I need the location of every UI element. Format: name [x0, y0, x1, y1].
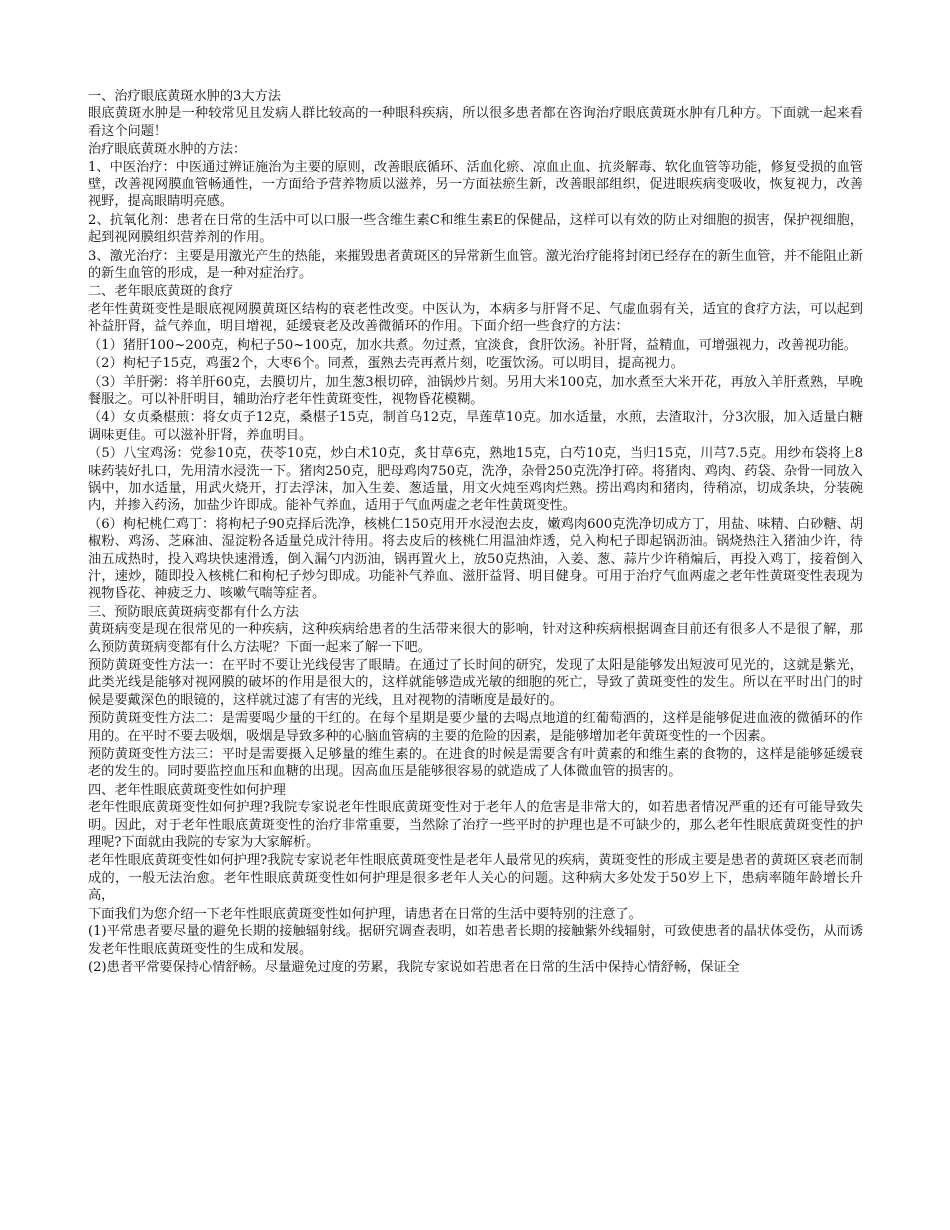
paragraph: （6）枸杞桃仁鸡丁：将枸杞子90克择后洗净，核桃仁150克用开水浸泡去皮，嫩鸡肉600克洗净切成方丁，用盐、味精、白砂糖、胡椒粉、鸡汤、芝麻油、湿淀粉各适量兑成汁待用。将去皮后的核桃仁用温油炸透，兑入枸杞子即起锅沥油。锅烧热注入猪油少许，待油五成热时，投入鸡块快速滑透，倒入漏勺内沥油，锅再置火上，放50克热油，入姜、葱、蒜片少许稍煸后，再投入鸡丁，接着倒入汁，速炒，随即投入核桃仁和枸杞子炒匀即成。功能补气养血、滋肝益肾、明目健身。可用于治疗气血两虚之老年性黄斑变性表现为视物昏花、神疲乏力、咳嗽气喘等症者。 [88, 516, 863, 602]
section-heading: 四、老年性眼底黄斑变性如何护理 [88, 782, 286, 798]
paragraph: 预防黄斑变性方法一：在平时不要让光线侵害了眼睛。在通过了长时间的研究，发现了太阳是能够发出短波可见光的，这就是紫光，此类光线是能够对视网膜的破坏的作用是很大的，这样就能够造成光敏的细胞的死亡，导致了黄斑变性的发生。所以在平时出门的时候是要戴深色的眼镜的，这样就过滤了有害的光线，且对视物的清晰度是最好的。 [88, 658, 863, 708]
paragraph: （2）枸杞子15克，鸡蛋2个，大枣6个。同煮，蛋熟去壳再煮片刻，吃蛋饮汤。可以明目，提高视力。 [88, 356, 684, 372]
paragraph: (1)平常患者要尽量的避免长期的接触辐射线。据研究调查表明，如若患者长期的接触紫外线辐射，可致使患者的晶状体受伤，从而诱发老年性眼底黄斑变性的生成和发展。 [88, 924, 863, 957]
paragraph-intro: 下面我们为您介绍一下老年性眼底黄斑变性如何护理，请患者在日常的生活中要特别的注意了。 [88, 906, 642, 922]
section-heading: 一、治疗眼底黄斑水肿的3大方法 [88, 89, 282, 104]
section-heading: 治疗眼底黄斑水肿的方法： [88, 142, 247, 158]
paragraph: 老年性眼底黄斑变性如何护理?我院专家说老年性眼底黄斑变性是老年人最常见的疾病，黄斑变性的形成主要是患者的黄斑区衰老而制成的，一般无法治愈。老年性眼底黄斑变性如何护理是很多老年人关心的问题。这种病大多处发于50岁上下，患病率随年龄增长升高， [88, 853, 863, 904]
paragraph: 眼底黄斑水肿是一种较常见且发病人群比较高的一种眼科疾病，所以很多患者都在咨询治疗眼底黄斑水肿有几种方。下面就一起来看看这个问题！ [88, 106, 863, 139]
section-heading: 二、老年眼底黄斑的食疗 [88, 284, 234, 300]
paragraph: （3）羊肝粥：将羊肝60克，去膜切片，加生葱3根切碎，油锅炒片刻。另用大米100克，加水煮至大米开花，再放入羊肝煮熟，早晚餐服之。可以补肝明目，辅助治疗老年性黄斑变性，视物昏花模糊。 [88, 374, 863, 407]
article-body [88, 88, 863, 977]
section-heading: 三、预防眼底黄斑病变都有什么方法 [88, 604, 299, 620]
paragraph: 老年性眼底黄斑变性如何护理?我院专家说老年性眼底黄斑变性对于老年人的危害是非常大的，如若患者情况严重的还有可能导致失明。因此，对于老年性眼底黄斑变性的治疗非常重要，当然除了治疗一些平时的护理也是不可缺少的，那么老年性眼底黄斑变性的护理呢?下面就由我院的专家为大家解析。 [88, 800, 863, 851]
paragraph: 老年性黄斑变性是眼底视网膜黄斑区结构的衰老性改变。中医认为，本病多与肝肾不足、气虚血弱有关，适宜的食疗方法，可以起到补益肝肾，益气养血，明目增视，延缓衰老及改善微循环的作用。下面介绍一些食疗的方法： [88, 301, 863, 335]
paragraph: 预防黄斑变性方法二：是需要喝少量的干红的。在每个星期是要少量的去喝点地道的红葡萄酒的，这样是能够促进血液的微循环的作用的。在平时不要去吸烟，吸烟是导致多种的心脑血管病的主要的危险的因素，是能够增加老年黄斑变性的一个因素。 [88, 711, 863, 744]
paragraph: （4）女贞桑椹煎：将女贞子12克，桑椹子15克，制首乌12克，旱莲草10克。加水适量，水煎，去渣取汁，分3次服，加入适量白糖调味更佳。可以滋补肝肾，养血明目。 [88, 410, 863, 443]
paragraph: （1）猪肝100~200克，枸杞子50~100克，加水共煮。勿过煮，宜淡食，食肝饮汤。补肝肾，益精血，可增强视力，改善视功能。 [88, 337, 857, 353]
paragraph: 黄斑病变是现在很常见的一种疾病，这种疾病给患者的生活带来很大的影响，针对这种疾病根据调查目前还有很多人不是很了解，那么预防黄斑病变都有什么方法呢？下面一起来了解一下吧。 [88, 622, 863, 655]
paragraph: 1、中医治疗：中医通过辨证施治为主要的原则，改善眼底循环、活血化瘀、凉血止血、抗炎解毒、软化血管等功能，修复受损的血管壁，改善视网膜血管畅通性，一方面给予营养物质以滋养，另一方面祛瘀生新，改善眼部组织，促进眼疾病变吸收，恢复视力，改善视野，提高眼睛明亮感。 [88, 159, 863, 210]
paragraph: （5）八宝鸡汤：党参10克，茯苓10克，炒白术10克，炙甘草6克，熟地15克，白芍10克，当归15克，川芎7.5克。用纱布袋将上8味药装好扎口，先用清水浸洗一下。猪肉250克，肥母鸡肉750克，洗净，杂骨250克洗净打碎。将猪肉、鸡肉、药袋、杂骨一同放入锅中，加水适量，用武火烧开，打去浮沫，加入生姜、葱适量，用文火炖至鸡肉烂熟。捞出鸡肉和猪肉，待稍凉，切成条块，分装碗内，并掺入药汤，加盐少许即成。能补气养血，适用于气血两虚之老年性黄斑变性。 [88, 446, 863, 514]
paragraph: 3、激光治疗：主要是用激光产生的热能，来摧毁患者黄斑区的异常新生血管。激光治疗能将封闭已经存在的新生血管，并不能阻止新的新生血管的形成，是一种对症治疗。 [88, 248, 863, 282]
paragraph: (2)患者平常要保持心情舒畅。尽量避免过度的劳累，我院专家说如若患者在日常的生活中保持心情舒畅，保证全 [88, 959, 740, 975]
paragraph: 预防黄斑变性方法三：平时是需要摄入足够量的维生素的。在进食的时候是需要含有叶黄素的和维生素的食物的，这样是能够延缓衰老的发生的。同时要监控血压和血糖的出现。因高血压是能够很容易的就造成了人体微血管的损害的。 [88, 747, 863, 780]
paragraph: 2、抗氧化剂：患者在日常的生活中可以口服一些含维生素C和维生素E的保健品，这样可以有效的防止对细胞的损害，保护视细胞，起到视网膜组织营养剂的作用。 [88, 212, 863, 246]
